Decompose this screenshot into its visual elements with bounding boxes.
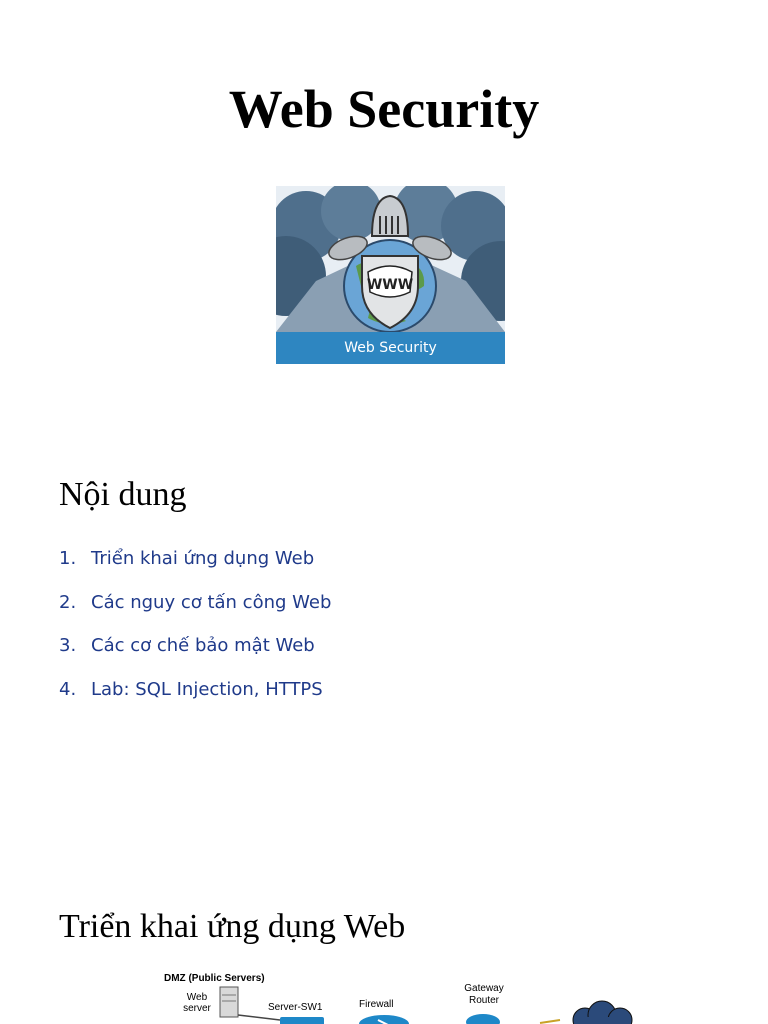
server-icon <box>220 987 238 1017</box>
agenda-item-label: Các cơ chế bảo mật Web <box>91 635 315 656</box>
agenda-item[interactable] <box>59 592 331 636</box>
agenda-item[interactable] <box>59 679 331 723</box>
agenda-item[interactable] <box>59 635 331 679</box>
web-security-image <box>276 186 505 364</box>
agenda-item-number: 4. <box>59 678 77 700</box>
section-heading-deployment: Triển khai ứng dụng Web <box>59 908 406 945</box>
shield-text: WWW <box>366 277 414 293</box>
cloud-icon <box>573 1001 632 1024</box>
agenda-item-label: Các nguy cơ tấn công Web <box>91 591 332 613</box>
agenda-list <box>59 548 331 722</box>
agenda-item-label: Lab: SQL Injection, HTTPS <box>91 678 323 700</box>
web-server-label: Web server <box>183 992 211 1014</box>
switch-icon <box>280 1017 324 1024</box>
network-diagram <box>150 965 650 1024</box>
agenda-heading: Nội dung <box>59 476 187 513</box>
switch-label: Server-SW1 <box>268 1002 323 1013</box>
agenda-item-number: 1. <box>59 548 77 569</box>
page-title: Web Security <box>228 79 540 139</box>
agenda-item-number: 2. <box>59 591 77 613</box>
image-caption: Web Security <box>344 340 437 356</box>
router-label: Gateway Router <box>464 983 504 1006</box>
firewall-label: Firewall <box>359 999 394 1010</box>
agenda-item-label: Triển khai ứng dụng Web <box>91 548 315 569</box>
agenda-item[interactable] <box>59 548 331 592</box>
agenda-item-number: 3. <box>59 635 77 656</box>
dmz-label: DMZ (Public Servers) <box>164 973 265 984</box>
router-icon <box>466 1014 500 1024</box>
